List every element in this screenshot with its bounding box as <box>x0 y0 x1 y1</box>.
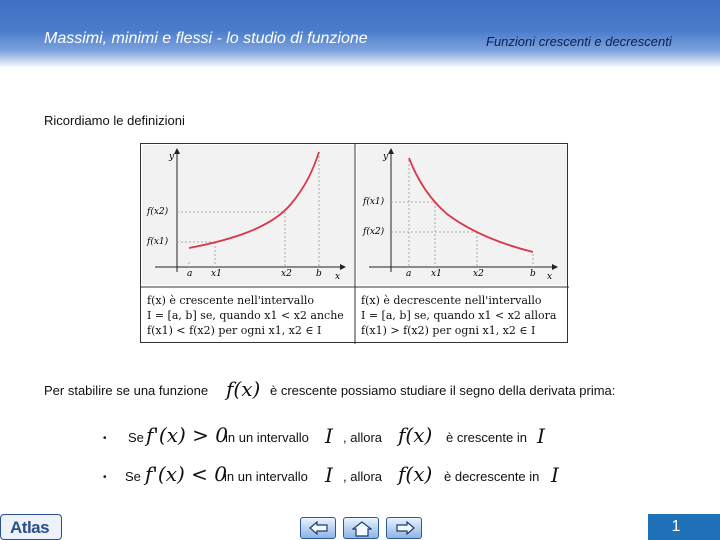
rule-func: f(x) <box>398 423 433 447</box>
rule-condition: f'(x) < 0 <box>145 462 227 486</box>
atlas-logo <box>0 514 62 540</box>
slide-subtitle: Funzioni crescenti e decrescenti <box>486 34 672 49</box>
left-definition <box>147 293 351 338</box>
rule-allora: , allora <box>343 469 383 484</box>
rule-func: f(x) <box>398 462 433 486</box>
atlas-logo-text: Atlas <box>10 518 50 537</box>
right-xtick-x2: x2 <box>473 269 484 279</box>
page-number-box <box>648 514 720 540</box>
right-xtick-b: b <box>530 269 536 279</box>
left-graph-bg <box>142 145 354 285</box>
rule-se: Se <box>125 469 141 484</box>
definitions-figure <box>140 143 568 343</box>
arrow-left-icon <box>309 521 329 535</box>
rule-bullet: • <box>103 433 107 444</box>
right-definition-line: I = [a, b] se, quando x1 < x2 allora <box>361 309 557 322</box>
left-x-label: x <box>335 272 341 282</box>
right-ytick-bottom: f(x2) <box>363 227 385 237</box>
rule-se: Se <box>128 430 144 445</box>
right-xtick-a: a <box>406 269 412 279</box>
intro-text: Ricordiamo le definizioni <box>44 113 185 128</box>
rule-in-interval: in un intervallo <box>224 469 308 484</box>
rule-interval: I <box>325 424 333 448</box>
left-definition-line: f(x) è crescente nell'intervallo <box>147 294 314 307</box>
rule-condition: f'(x) > 0 <box>146 423 228 447</box>
arrow-right-icon <box>395 521 415 535</box>
right-graph-bg <box>357 145 567 285</box>
page-number: 1 <box>671 518 681 535</box>
rule-result-interval: I <box>551 463 559 487</box>
statement-before: Per stabilire se una funzione <box>44 383 209 398</box>
rule-result-interval: I <box>537 424 545 448</box>
left-ytick-top: f(x2) <box>147 207 169 217</box>
right-definition-line: f(x1) > f(x2) per ogni x1, x2 ∈ I <box>361 324 536 337</box>
rule-result: è decrescente in <box>444 469 540 484</box>
left-y-label: y <box>169 152 175 162</box>
home-button[interactable] <box>343 517 379 539</box>
rule-interval: I <box>325 463 333 487</box>
right-definition-line: f(x) è decrescente nell'intervallo <box>361 294 542 307</box>
left-definition-line: I = [a, b] se, quando x1 < x2 anche <box>147 309 344 322</box>
rule-allora: , allora <box>343 430 383 445</box>
statement-after: è crescente possiamo studiare il segno della derivata prima: <box>270 383 616 398</box>
rule-bullet: • <box>103 472 107 483</box>
right-ytick-top: f(x1) <box>363 197 385 207</box>
right-y-label: y <box>383 152 389 162</box>
rule-in-interval: in un intervallo <box>225 430 309 445</box>
previous-button[interactable] <box>300 517 336 539</box>
left-xtick-x1: x1 <box>211 269 222 279</box>
slide-title: Massimi, minimi e flessi - lo studio di funzione <box>44 30 368 47</box>
statement-formula: f(x) <box>226 377 261 401</box>
right-definition <box>361 293 565 338</box>
home-icon <box>352 521 372 537</box>
left-xtick-a: a <box>187 269 193 279</box>
left-xtick-x2: x2 <box>281 269 292 279</box>
left-ytick-bottom: f(x1) <box>147 237 169 247</box>
left-definition-line: f(x1) < f(x2) per ogni x1, x2 ∈ I <box>147 324 322 337</box>
left-xtick-b: b <box>316 269 322 279</box>
rule-result: è crescente in <box>446 430 527 445</box>
right-x-label: x <box>547 272 553 282</box>
next-button[interactable] <box>386 517 422 539</box>
right-xtick-x1: x1 <box>431 269 442 279</box>
